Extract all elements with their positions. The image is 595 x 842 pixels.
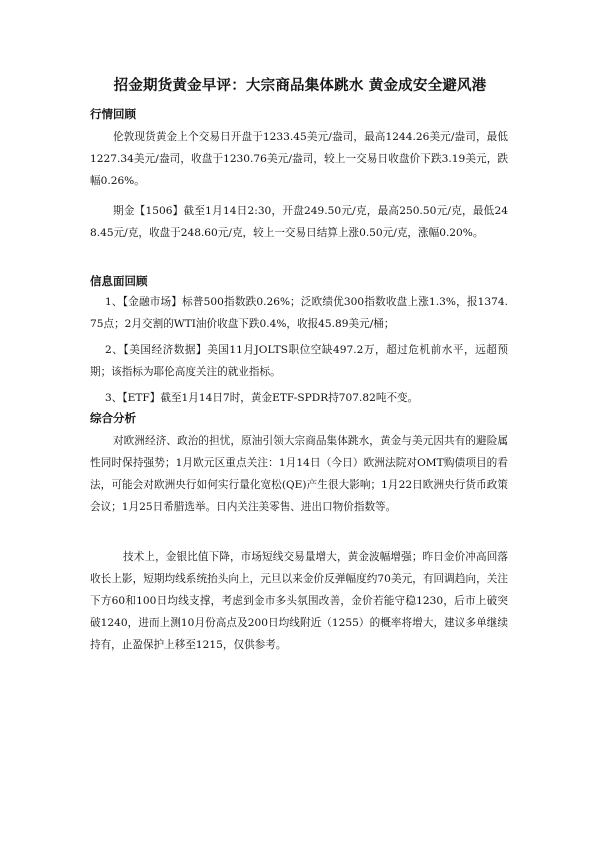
info-item-financial-markets: 1、【金融市场】标普500指数跌0.26%；泛欧绩优300指数收盘上涨1.3%，报1374.75点；2月交割的WTI油价收盘下跌0.4%，收报45.89美元/桶； xyxy=(90,296,508,330)
paragraph-macro-analysis: 对欧洲经济、政治的担忧，原油引领大宗商品集体跳水，黄金与美元因共有的避险属性同时保持强势；1月欧元区重点关注：1月14日（今日）欧洲法院对OMT购债项目的看法，可能会对欧洲央行如何实行量化宽松(QE)产生很大影响；1月22日欧洲央行货币政策会议；1月25日希腊选举。日内关注美零售、进出口物价指数等。 xyxy=(90,435,508,513)
paragraph-gold-futures-1506: 期金【1506】截至1月14日2:30，开盘249.50元/克，最高250.50元/克，最低248.45元/克，收盘于248.60元/克，较上一交易日结算上涨0.50元/克，涨幅0.20%。 xyxy=(90,205,508,239)
paragraph-london-spot-gold: 伦敦现货黄金上个交易日开盘于1233.45美元/盎司，最高1244.26美元/盎司，最低1227.34美元/盎司，收盘于1230.76美元/盎司，较上一交易日收盘价下跌3.19美元，跌幅0.26%。 xyxy=(90,131,508,187)
document-title: 招金期货黄金早评：大宗商品集体跳水 黄金成安全避风港 xyxy=(113,78,487,94)
section-heading-market-review: 行情回顾 xyxy=(90,107,136,121)
section-heading-analysis: 综合分析 xyxy=(90,411,136,425)
section-heading-info-review: 信息面回顾 xyxy=(90,274,148,288)
info-item-etf: 3、【ETF】截至1月14日7时，黄金ETF-SPDR持707.82吨不变。 xyxy=(105,392,419,404)
info-item-us-economic-data: 2、【美国经济数据】美国11月JOLTS职位空缺497.2万，超过危机前水平，远超预期；该指标为耶伦高度关注的就业指标。 xyxy=(90,344,508,378)
paragraph-technical-analysis: 技术上，金银比值下降，市场短线交易量增大，黄金波幅增强；昨日金价冲高回落收长上影，短期均线系统抬头向上，元旦以来金价反弹幅度约70美元，有回调趋向，关注下方60和100日均线支撑，考虑到金市多头氛围改善，金价若能守稳1230，后市上破突破1240，进而上测10月份高点及200日均线附近（1255）的概率将增大，建议多单继续持有，止盈保护上移至1215，仅供参考。 xyxy=(90,551,508,651)
